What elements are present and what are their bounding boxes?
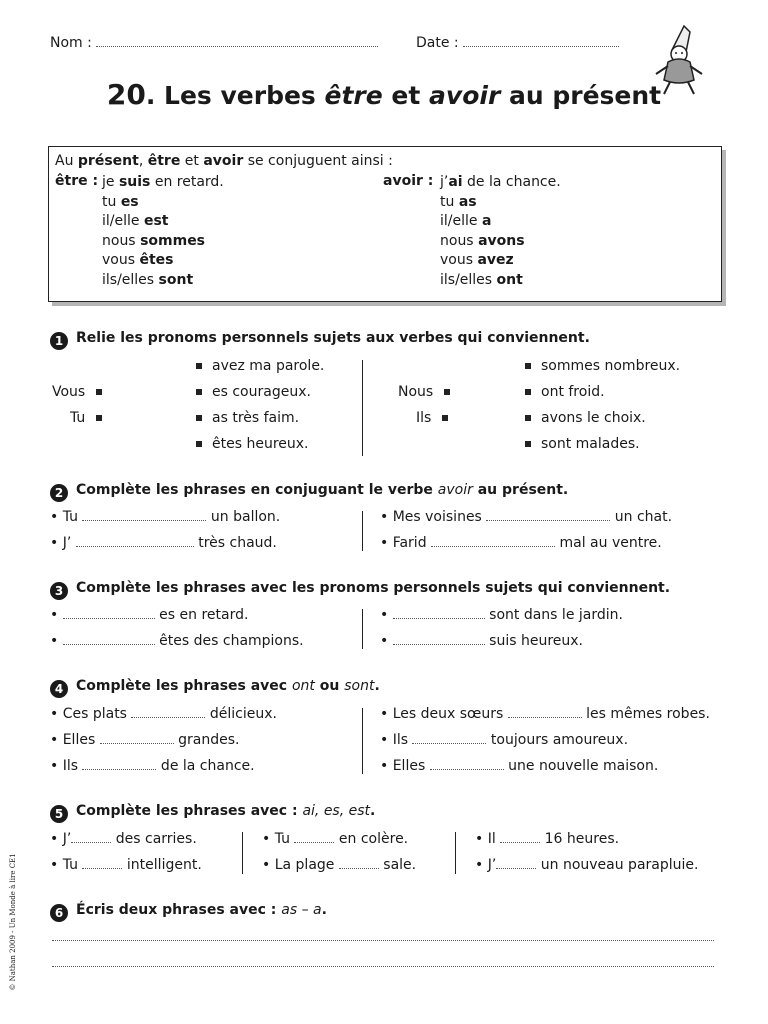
avoir-row: ils/elles ont <box>440 271 523 288</box>
exercise-2-title: 2 Complète les phrases en conjuguant le verbe avoir au présent. <box>50 482 568 502</box>
exercise-number-badge: 1 <box>50 332 68 350</box>
sentence-item: • Elles une nouvelle maison. <box>380 758 659 774</box>
answer-blank[interactable] <box>82 757 156 770</box>
etre-label: être : <box>55 173 99 189</box>
exercise-5-title: 5 Complète les phrases avec : ai, es, est. <box>50 803 375 823</box>
sentence-item: • La plage sale. <box>262 857 417 873</box>
exercise-number-badge: 4 <box>50 680 68 698</box>
answer-blank[interactable] <box>430 757 504 770</box>
match-dot-icon <box>525 389 531 395</box>
avoir-row: tu as <box>440 193 477 210</box>
exercise-number-badge: 6 <box>50 904 68 922</box>
answer-blank[interactable] <box>393 632 485 645</box>
etre-row: vous êtes <box>102 252 174 268</box>
title-text-2: au présent <box>500 81 662 110</box>
avoir-row: j’ai de la chance. <box>440 174 561 190</box>
date-blank[interactable] <box>463 34 619 47</box>
exercise-1-title: 1 Relie les pronoms personnels sujets aux verbes qui conviennent. <box>50 330 590 350</box>
sentence-item: • Elles grandes. <box>50 732 240 748</box>
sentence-item: • Tu intelligent. <box>50 857 202 873</box>
exercise-3-title: 3 Complète les phrases avec les pronoms personnels sujets qui conviennent. <box>50 580 670 600</box>
column-divider <box>362 360 363 456</box>
exercise-4-title: 4 Complète les phrases avec ont ou sont. <box>50 678 380 698</box>
verb-item[interactable]: ont froid. <box>525 384 605 400</box>
exercise-number-badge: 2 <box>50 484 68 502</box>
writing-line[interactable] <box>52 956 714 967</box>
match-dot-icon <box>96 389 102 395</box>
match-dot-icon <box>442 415 448 421</box>
avoir-row: nous avons <box>440 232 525 249</box>
verb-item[interactable]: as très faim. <box>196 410 299 426</box>
answer-blank[interactable] <box>412 731 486 744</box>
sentence-item: • sont dans le jardin. <box>380 607 623 623</box>
verb-item[interactable]: avez ma parole. <box>196 358 324 374</box>
match-dot-icon <box>196 415 202 421</box>
etre-conjugation <box>102 173 224 290</box>
title-et: et <box>382 81 430 110</box>
sentence-item: • J’ un nouveau parapluie. <box>475 857 699 873</box>
match-dot-icon <box>196 389 202 395</box>
writing-line[interactable] <box>52 930 714 941</box>
exercise-number-badge: 5 <box>50 805 68 823</box>
match-dot-icon <box>525 441 531 447</box>
sentence-item: • Tu un ballon. <box>50 509 281 525</box>
answer-blank[interactable] <box>486 508 610 521</box>
pronoun-item[interactable]: Ils <box>416 410 448 426</box>
name-field <box>50 34 378 51</box>
match-dot-icon <box>196 363 202 369</box>
verb-item[interactable]: sont malades. <box>525 436 640 452</box>
answer-blank[interactable] <box>71 830 111 843</box>
column-divider <box>362 708 363 774</box>
answer-blank[interactable] <box>431 534 555 547</box>
conjugation-rule-box <box>48 146 722 302</box>
answer-blank[interactable] <box>131 705 205 718</box>
title-etre: être <box>324 81 383 110</box>
etre-row: il/elle est <box>102 213 169 229</box>
match-dot-icon <box>525 363 531 369</box>
exercise-6-title: 6 Écris deux phrases avec : as – a. <box>50 902 327 922</box>
verb-item[interactable]: es courageux. <box>196 384 311 400</box>
answer-blank[interactable] <box>294 830 334 843</box>
match-dot-icon <box>196 441 202 447</box>
etre-row: nous sommes <box>102 232 206 249</box>
sentence-item: • Il 16 heures. <box>475 831 620 847</box>
etre-row: ils/elles sont <box>102 271 194 288</box>
answer-blank[interactable] <box>76 534 194 547</box>
answer-blank[interactable] <box>82 856 122 869</box>
answer-blank[interactable] <box>500 830 540 843</box>
page-title <box>0 78 768 111</box>
column-divider <box>362 511 363 551</box>
verb-item[interactable]: êtes heureux. <box>196 436 309 452</box>
answer-blank[interactable] <box>508 705 582 718</box>
sentence-item: • Ces plats délicieux. <box>50 706 277 722</box>
avoir-conjugation <box>440 173 561 290</box>
match-dot-icon <box>525 415 531 421</box>
name-label: Nom : <box>50 35 92 51</box>
sentence-item: • Ils de la chance. <box>50 758 255 774</box>
match-dot-icon <box>444 389 450 395</box>
avoir-row: il/elle a <box>440 213 492 229</box>
pronoun-item[interactable]: Nous <box>398 384 450 400</box>
avoir-row: vous avez <box>440 252 514 268</box>
date-label: Date : <box>416 35 459 51</box>
etre-row: je suis en retard. <box>102 174 224 190</box>
answer-blank[interactable] <box>63 632 155 645</box>
answer-blank[interactable] <box>82 508 206 521</box>
answer-blank[interactable] <box>100 731 174 744</box>
verb-item[interactable]: avons le choix. <box>525 410 646 426</box>
title-avoir: avoir <box>429 81 501 110</box>
answer-blank[interactable] <box>339 856 379 869</box>
name-blank[interactable] <box>96 34 378 47</box>
sentence-item: • es en retard. <box>50 607 249 623</box>
sentence-item: • Mes voisines un chat. <box>380 509 673 525</box>
sentence-item: • J’ des carries. <box>50 831 197 847</box>
match-dot-icon <box>96 415 102 421</box>
pronoun-item[interactable]: Tu <box>70 410 102 426</box>
etre-row: tu es <box>102 193 139 210</box>
answer-blank[interactable] <box>496 856 536 869</box>
date-field <box>416 34 619 51</box>
title-text-1: . Les verbes <box>145 81 325 110</box>
avoir-label: avoir : <box>383 173 434 189</box>
sentence-item: • Les deux sœurs les mêmes robes. <box>380 706 710 722</box>
copyright-notice: © Nathan 2009 - Un Monde à lire CE1 <box>9 853 17 991</box>
exercise-number-badge: 3 <box>50 582 68 600</box>
sentence-item: • J’ très chaud. <box>50 535 277 551</box>
column-divider <box>242 832 243 874</box>
sentence-item: • Tu en colère. <box>262 831 409 847</box>
column-divider <box>455 832 456 874</box>
answer-blank[interactable] <box>63 606 155 619</box>
title-number: 20 <box>106 78 146 111</box>
answer-blank[interactable] <box>393 606 485 619</box>
rule-intro: Au présent, être et avoir se conjuguent ainsi : <box>55 153 393 169</box>
column-divider <box>362 609 363 649</box>
sentence-item: • suis heureux. <box>380 633 583 649</box>
exercise-1-matching <box>0 356 768 460</box>
sentence-item: • Ils toujours amoureux. <box>380 732 629 748</box>
sentence-item: • êtes des champions. <box>50 633 304 649</box>
pronoun-item[interactable]: Vous <box>52 384 102 400</box>
sentence-item: • Farid mal au ventre. <box>380 535 662 551</box>
verb-item[interactable]: sommes nombreux. <box>525 358 680 374</box>
